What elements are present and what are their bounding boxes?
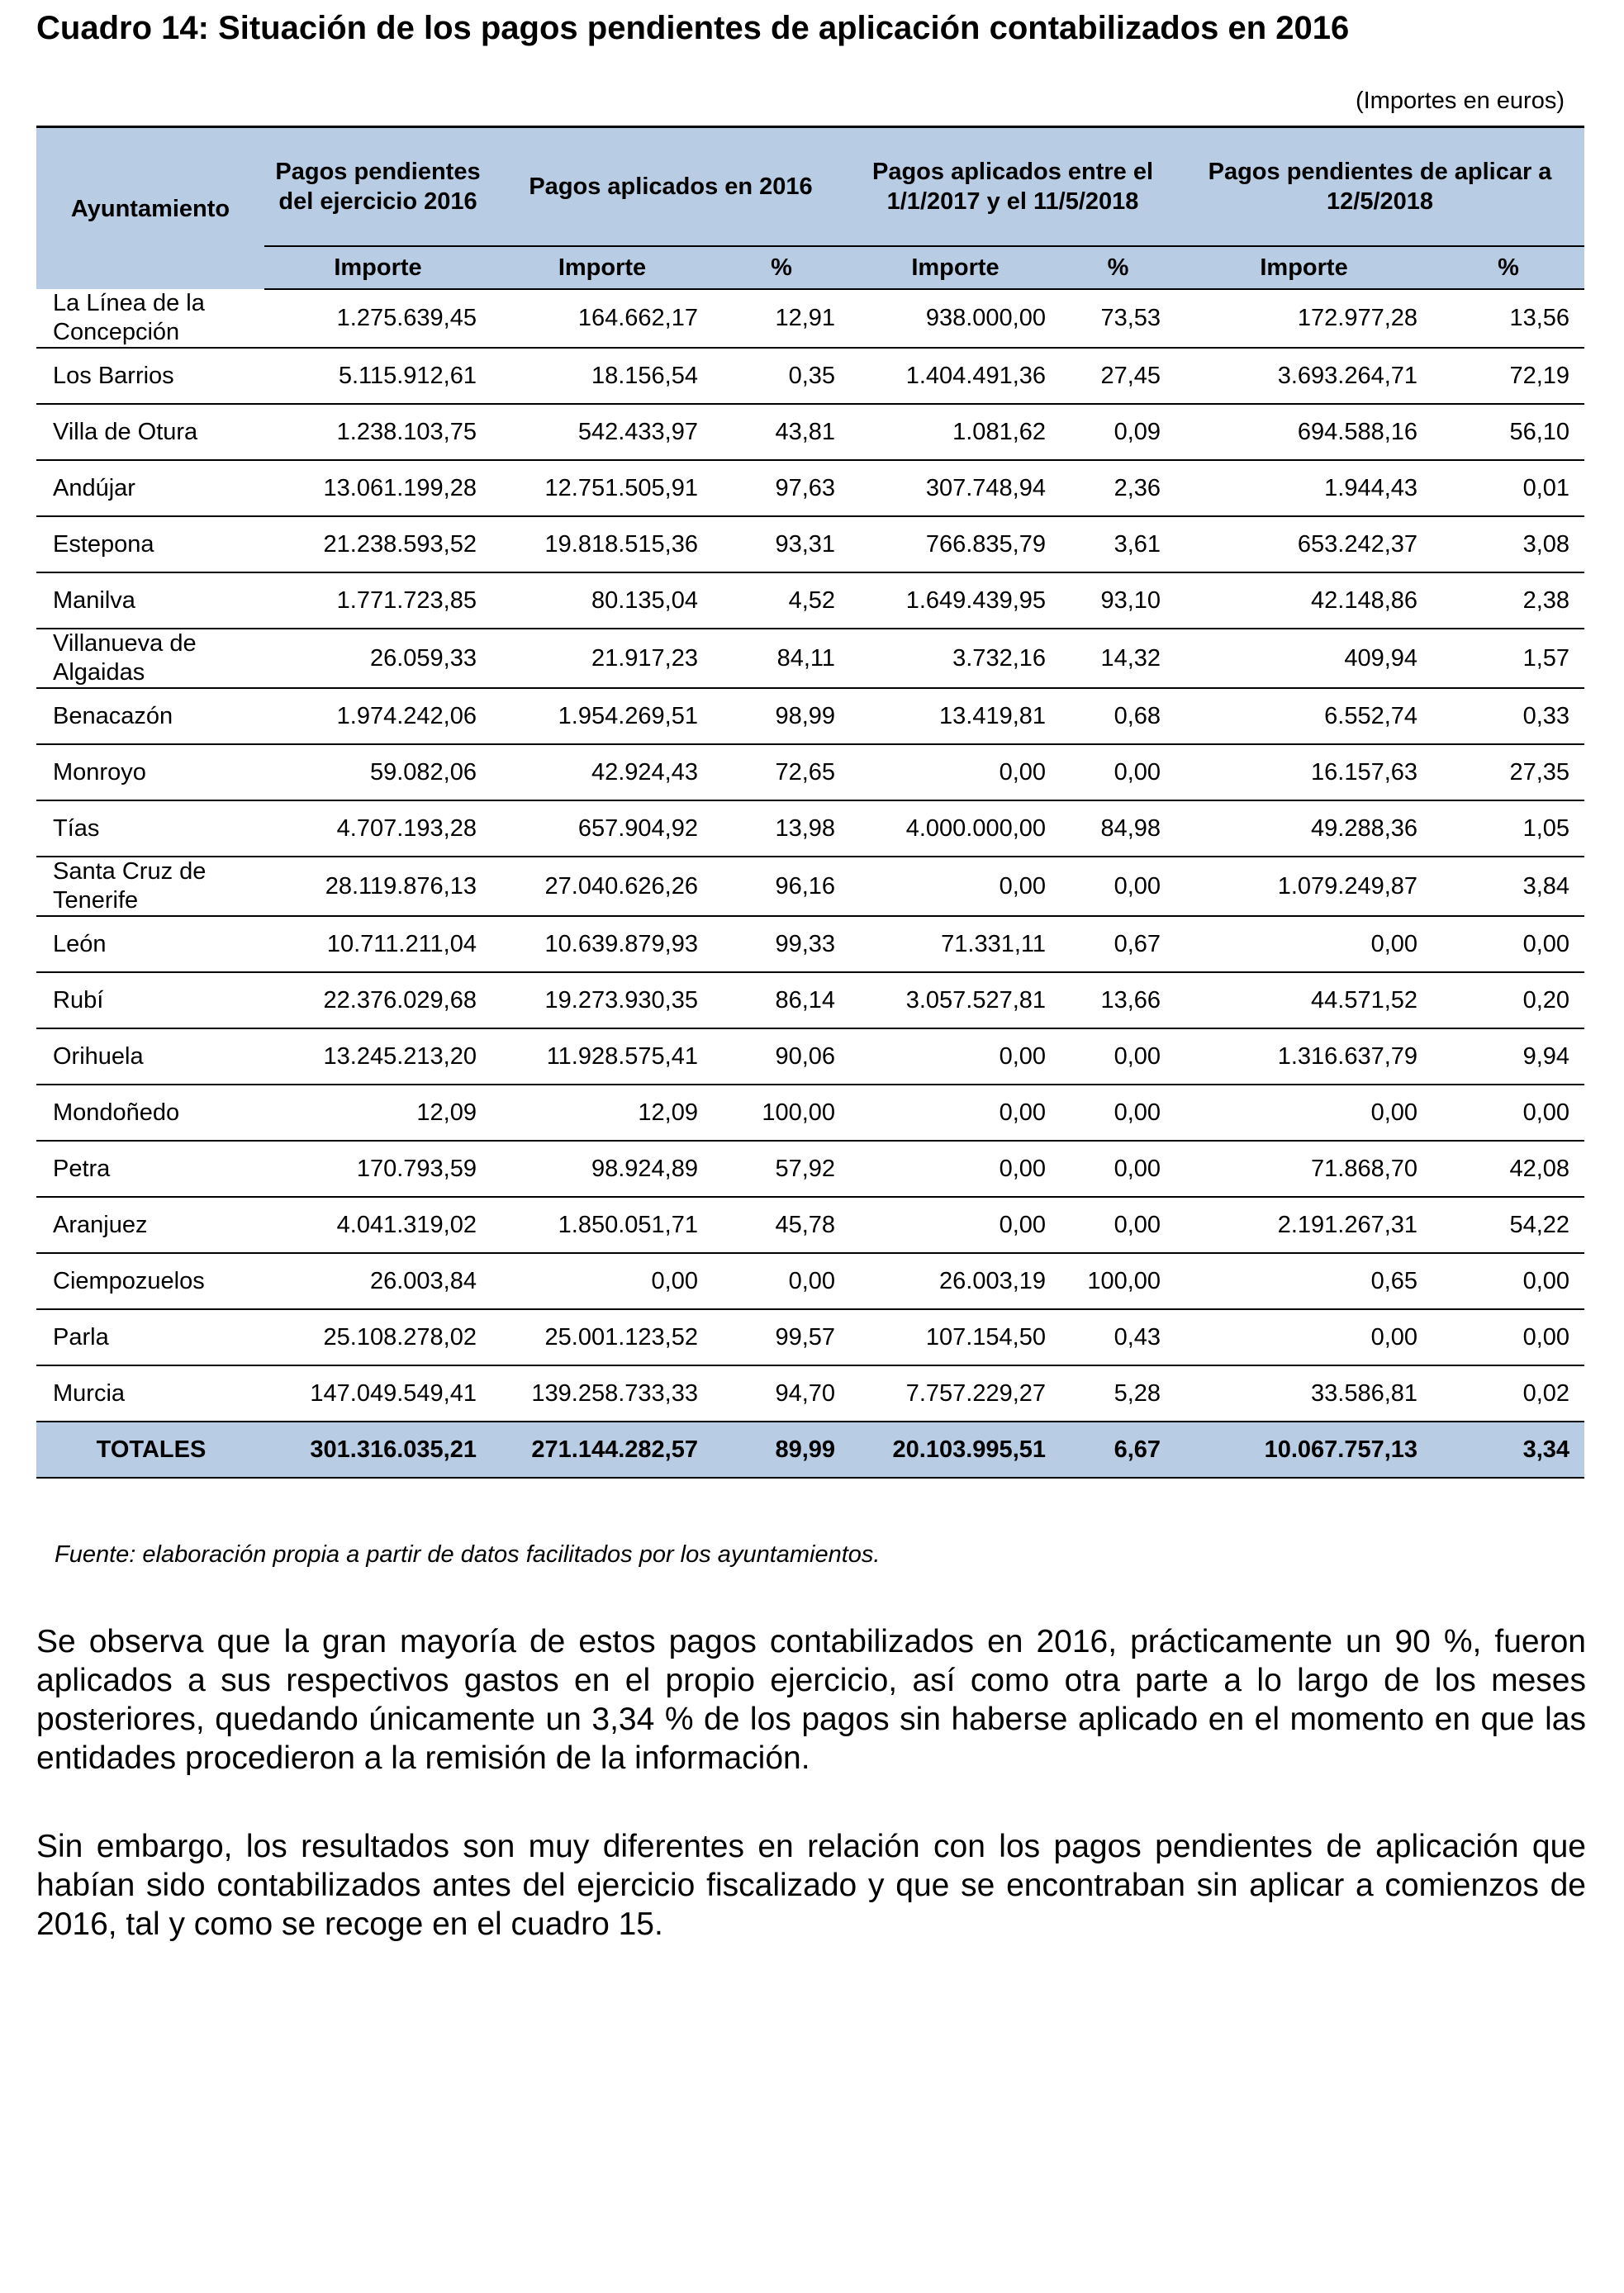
cell-pend18: 42.148,86 xyxy=(1175,572,1432,629)
cell-ap17-pct: 0,00 xyxy=(1061,744,1175,800)
cell-pendientes: 26.059,33 xyxy=(264,629,491,688)
cell-pend18: 3.693.264,71 xyxy=(1175,348,1432,404)
cell-ap17: 0,00 xyxy=(850,1197,1061,1253)
cell-ap17: 766.835,79 xyxy=(850,516,1061,572)
total-pendientes: 301.316.035,21 xyxy=(264,1422,491,1478)
cell-pend18-pct: 0,02 xyxy=(1432,1365,1584,1422)
cell-ap16: 657.904,92 xyxy=(491,800,713,857)
cell-ap17-pct: 5,28 xyxy=(1061,1365,1175,1422)
table-row xyxy=(36,1028,1584,1085)
table-row xyxy=(36,348,1584,404)
municipality-name: Ciempozuelos xyxy=(36,1253,264,1309)
table-row xyxy=(36,1141,1584,1197)
total-ap17: 20.103.995,51 xyxy=(850,1422,1061,1478)
table-row xyxy=(36,289,1584,348)
cell-pendientes: 1.974.242,06 xyxy=(264,688,491,744)
cell-ap16-pct: 57,92 xyxy=(713,1141,850,1197)
cell-pend18: 1.316.637,79 xyxy=(1175,1028,1432,1085)
cell-ap17-pct: 13,66 xyxy=(1061,972,1175,1028)
cell-ap16: 25.001.123,52 xyxy=(491,1309,713,1365)
table-row xyxy=(36,629,1584,688)
cell-ap16-pct: 96,16 xyxy=(713,857,850,916)
cell-ap17-pct: 3,61 xyxy=(1061,516,1175,572)
cell-ap16: 12,09 xyxy=(491,1085,713,1141)
cell-pend18-pct: 0,20 xyxy=(1432,972,1584,1028)
municipality-name: Estepona xyxy=(36,516,264,572)
cell-pend18-pct: 0,33 xyxy=(1432,688,1584,744)
cell-pend18: 33.586,81 xyxy=(1175,1365,1432,1422)
cell-pend18: 1.944,43 xyxy=(1175,460,1432,516)
municipality-name: Orihuela xyxy=(36,1028,264,1085)
cell-ap16: 19.273.930,35 xyxy=(491,972,713,1028)
cell-ap17-pct: 0,00 xyxy=(1061,1085,1175,1141)
header-pendientes-2018: Pagos pendientes de aplicar a 12/5/2018 xyxy=(1175,127,1584,247)
cell-ap17: 0,00 xyxy=(850,1028,1061,1085)
table-row xyxy=(36,1365,1584,1422)
paragraph: Se observa que la gran mayoría de estos pagos contabilizados en 2016, prácticamente un 90 %, fueron aplicados a sus respectivos gastos en el propio ejercicio, así como otra parte a lo largo de los meses posteriores, quedando únicamente un 3,34 % de los pagos sin haberse aplicado en el momento en que las entidades procedieron a la remisión de la información. xyxy=(36,1624,1586,1776)
table-row xyxy=(36,572,1584,629)
total-ap16-pct: 89,99 xyxy=(713,1422,850,1478)
cell-ap17: 1.649.439,95 xyxy=(850,572,1061,629)
header-aplicados-2017: Pagos aplicados entre el 1/1/2017 y el 11/5/2018 xyxy=(850,127,1175,247)
cell-ap17: 1.404.491,36 xyxy=(850,348,1061,404)
cell-ap17: 307.748,94 xyxy=(850,460,1061,516)
cell-ap17-pct: 73,53 xyxy=(1061,289,1175,348)
cell-pendientes: 13.061.199,28 xyxy=(264,460,491,516)
cell-ap17: 4.000.000,00 xyxy=(850,800,1061,857)
cell-ap17: 0,00 xyxy=(850,744,1061,800)
cell-ap17: 0,00 xyxy=(850,1085,1061,1141)
cell-pend18-pct: 42,08 xyxy=(1432,1141,1584,1197)
cell-ap16: 542.433,97 xyxy=(491,404,713,460)
cell-pendientes: 25.108.278,02 xyxy=(264,1309,491,1365)
cell-pend18-pct: 0,00 xyxy=(1432,1253,1584,1309)
cell-ap16-pct: 97,63 xyxy=(713,460,850,516)
cell-ap16-pct: 4,52 xyxy=(713,572,850,629)
municipality-name: Petra xyxy=(36,1141,264,1197)
cell-pend18: 0,00 xyxy=(1175,1309,1432,1365)
cell-ap16: 27.040.626,26 xyxy=(491,857,713,916)
cell-ap17: 107.154,50 xyxy=(850,1309,1061,1365)
cell-pendientes: 10.711.211,04 xyxy=(264,916,491,972)
municipality-name: La Línea de la Concepción xyxy=(36,289,264,348)
cell-ap16-pct: 13,98 xyxy=(713,800,850,857)
source-note: Fuente: elaboración propia a partir de datos facilitados por los ayuntamientos. xyxy=(55,1541,881,1568)
total-ap17-pct: 6,67 xyxy=(1061,1422,1175,1478)
cell-ap17-pct: 0,00 xyxy=(1061,1141,1175,1197)
cell-ap16-pct: 90,06 xyxy=(713,1028,850,1085)
municipality-name: Villa de Otura xyxy=(36,404,264,460)
table-row xyxy=(36,972,1584,1028)
municipality-name: Benacazón xyxy=(36,688,264,744)
table-row xyxy=(36,800,1584,857)
municipality-name: Parla xyxy=(36,1309,264,1365)
cell-ap16-pct: 45,78 xyxy=(713,1197,850,1253)
cell-pend18-pct: 0,00 xyxy=(1432,1309,1584,1365)
cell-ap16: 0,00 xyxy=(491,1253,713,1309)
table-row xyxy=(36,404,1584,460)
table-row xyxy=(36,1197,1584,1253)
cell-ap17: 3.732,16 xyxy=(850,629,1061,688)
cell-ap17: 938.000,00 xyxy=(850,289,1061,348)
cell-ap16: 11.928.575,41 xyxy=(491,1028,713,1085)
municipality-name: Tías xyxy=(36,800,264,857)
cell-ap16-pct: 99,57 xyxy=(713,1309,850,1365)
totals-label: TOTALES xyxy=(36,1422,264,1478)
cell-ap17: 26.003,19 xyxy=(850,1253,1061,1309)
municipality-name: Rubí xyxy=(36,972,264,1028)
header-ayuntamiento: Ayuntamiento xyxy=(36,127,264,290)
units-note: (Importes en euros) xyxy=(1355,88,1565,114)
cell-pend18: 0,00 xyxy=(1175,916,1432,972)
cell-ap16: 164.662,17 xyxy=(491,289,713,348)
cell-ap17-pct: 14,32 xyxy=(1061,629,1175,688)
payments-table xyxy=(36,126,1584,1479)
cell-ap17-pct: 0,68 xyxy=(1061,688,1175,744)
subheader-pct: % xyxy=(1432,246,1584,289)
cell-pend18-pct: 2,38 xyxy=(1432,572,1584,629)
cell-ap17-pct: 0,00 xyxy=(1061,1028,1175,1085)
cell-pend18: 16.157,63 xyxy=(1175,744,1432,800)
cell-ap16-pct: 98,99 xyxy=(713,688,850,744)
cell-pend18-pct: 3,84 xyxy=(1432,857,1584,916)
cell-pend18-pct: 3,08 xyxy=(1432,516,1584,572)
cell-ap16: 1.954.269,51 xyxy=(491,688,713,744)
cell-ap16-pct: 99,33 xyxy=(713,916,850,972)
cell-pend18-pct: 56,10 xyxy=(1432,404,1584,460)
total-pend18-pct: 3,34 xyxy=(1432,1422,1584,1478)
table-row xyxy=(36,688,1584,744)
cell-ap16: 1.850.051,71 xyxy=(491,1197,713,1253)
subheader-importe: Importe xyxy=(1175,246,1432,289)
subheader-importe: Importe xyxy=(264,246,491,289)
cell-ap17-pct: 84,98 xyxy=(1061,800,1175,857)
cell-ap17: 71.331,11 xyxy=(850,916,1061,972)
cell-ap17: 0,00 xyxy=(850,1141,1061,1197)
table-row xyxy=(36,1085,1584,1141)
cell-pend18: 44.571,52 xyxy=(1175,972,1432,1028)
cell-pend18: 409,94 xyxy=(1175,629,1432,688)
cell-ap16-pct: 100,00 xyxy=(713,1085,850,1141)
cell-ap17-pct: 27,45 xyxy=(1061,348,1175,404)
cell-pendientes: 5.115.912,61 xyxy=(264,348,491,404)
cell-pendientes: 59.082,06 xyxy=(264,744,491,800)
cell-pend18-pct: 1,05 xyxy=(1432,800,1584,857)
cell-pendientes: 26.003,84 xyxy=(264,1253,491,1309)
cell-pendientes: 4.041.319,02 xyxy=(264,1197,491,1253)
cell-ap17: 13.419,81 xyxy=(850,688,1061,744)
header-aplicados-2016: Pagos aplicados en 2016 xyxy=(491,127,850,247)
cell-ap16: 139.258.733,33 xyxy=(491,1365,713,1422)
cell-pend18-pct: 0,00 xyxy=(1432,1085,1584,1141)
subheader-importe: Importe xyxy=(491,246,713,289)
cell-pend18: 172.977,28 xyxy=(1175,289,1432,348)
cell-ap17-pct: 0,09 xyxy=(1061,404,1175,460)
cell-pendientes: 1.238.103,75 xyxy=(264,404,491,460)
cell-pend18: 6.552,74 xyxy=(1175,688,1432,744)
cell-pendientes: 22.376.029,68 xyxy=(264,972,491,1028)
cell-pend18: 694.588,16 xyxy=(1175,404,1432,460)
cell-ap16: 19.818.515,36 xyxy=(491,516,713,572)
municipality-name: Los Barrios xyxy=(36,348,264,404)
cell-ap17-pct: 0,00 xyxy=(1061,857,1175,916)
cell-ap17-pct: 2,36 xyxy=(1061,460,1175,516)
paragraph: Sin embargo, los resultados son muy diferentes en relación con los pagos pendientes de aplicación que habían sido contabilizados antes del ejercicio fiscalizado y que se encontraban sin aplicar a comienzos de 2016, tal y como se recoge en el cuadro 15. xyxy=(36,1829,1586,1942)
table-row xyxy=(36,916,1584,972)
municipality-name: Santa Cruz de Tenerife xyxy=(36,857,264,916)
cell-ap17: 7.757.229,27 xyxy=(850,1365,1061,1422)
subheader-pct: % xyxy=(1061,246,1175,289)
cell-ap16: 18.156,54 xyxy=(491,348,713,404)
municipality-name: Monroyo xyxy=(36,744,264,800)
cell-pend18-pct: 54,22 xyxy=(1432,1197,1584,1253)
cell-pend18: 0,65 xyxy=(1175,1253,1432,1309)
cell-ap16-pct: 0,35 xyxy=(713,348,850,404)
cell-ap16-pct: 94,70 xyxy=(713,1365,850,1422)
municipality-name: Mondoñedo xyxy=(36,1085,264,1141)
subheader-pct: % xyxy=(713,246,850,289)
cell-ap16: 42.924,43 xyxy=(491,744,713,800)
cell-ap17: 1.081,62 xyxy=(850,404,1061,460)
totals-row xyxy=(36,1422,1584,1478)
cell-ap16-pct: 72,65 xyxy=(713,744,850,800)
cell-pend18: 49.288,36 xyxy=(1175,800,1432,857)
cell-pend18: 2.191.267,31 xyxy=(1175,1197,1432,1253)
cell-pendientes: 170.793,59 xyxy=(264,1141,491,1197)
cell-ap17-pct: 0,00 xyxy=(1061,1197,1175,1253)
total-pend18: 10.067.757,13 xyxy=(1175,1422,1432,1478)
municipality-name: Villanueva de Algaidas xyxy=(36,629,264,688)
cell-ap17-pct: 0,43 xyxy=(1061,1309,1175,1365)
cell-pendientes: 13.245.213,20 xyxy=(264,1028,491,1085)
cell-pend18-pct: 0,00 xyxy=(1432,916,1584,972)
table-row xyxy=(36,857,1584,916)
cell-pend18-pct: 1,57 xyxy=(1432,629,1584,688)
cell-ap16-pct: 93,31 xyxy=(713,516,850,572)
municipality-name: Murcia xyxy=(36,1365,264,1422)
cell-ap17: 0,00 xyxy=(850,857,1061,916)
cell-pendientes: 28.119.876,13 xyxy=(264,857,491,916)
municipality-name: Aranjuez xyxy=(36,1197,264,1253)
cell-ap17-pct: 93,10 xyxy=(1061,572,1175,629)
municipality-name: Manilva xyxy=(36,572,264,629)
page-title: Cuadro 14: Situación de los pagos pendientes de aplicación contabilizados en 2016 xyxy=(36,10,1350,46)
cell-pendientes: 12,09 xyxy=(264,1085,491,1141)
total-ap16: 271.144.282,57 xyxy=(491,1422,713,1478)
cell-ap16: 10.639.879,93 xyxy=(491,916,713,972)
cell-ap16-pct: 43,81 xyxy=(713,404,850,460)
table-row xyxy=(36,460,1584,516)
cell-pend18-pct: 72,19 xyxy=(1432,348,1584,404)
cell-ap16-pct: 12,91 xyxy=(713,289,850,348)
cell-pend18: 653.242,37 xyxy=(1175,516,1432,572)
cell-pendientes: 21.238.593,52 xyxy=(264,516,491,572)
cell-pendientes: 1.771.723,85 xyxy=(264,572,491,629)
cell-ap16-pct: 86,14 xyxy=(713,972,850,1028)
header-pagos-pendientes: Pagos pendientes del ejercicio 2016 xyxy=(264,127,491,247)
cell-pend18-pct: 13,56 xyxy=(1432,289,1584,348)
cell-pendientes: 4.707.193,28 xyxy=(264,800,491,857)
cell-ap16: 80.135,04 xyxy=(491,572,713,629)
cell-pendientes: 147.049.549,41 xyxy=(264,1365,491,1422)
cell-pend18-pct: 9,94 xyxy=(1432,1028,1584,1085)
cell-pend18: 71.868,70 xyxy=(1175,1141,1432,1197)
cell-pend18-pct: 0,01 xyxy=(1432,460,1584,516)
cell-ap16-pct: 0,00 xyxy=(713,1253,850,1309)
municipality-name: Andújar xyxy=(36,460,264,516)
cell-pend18: 0,00 xyxy=(1175,1085,1432,1141)
table-row xyxy=(36,516,1584,572)
cell-ap16: 21.917,23 xyxy=(491,629,713,688)
cell-pend18-pct: 27,35 xyxy=(1432,744,1584,800)
cell-pend18: 1.079.249,87 xyxy=(1175,857,1432,916)
cell-ap17-pct: 100,00 xyxy=(1061,1253,1175,1309)
cell-ap17: 3.057.527,81 xyxy=(850,972,1061,1028)
table-row xyxy=(36,744,1584,800)
cell-ap17-pct: 0,67 xyxy=(1061,916,1175,972)
cell-ap16: 12.751.505,91 xyxy=(491,460,713,516)
table-row xyxy=(36,1309,1584,1365)
cell-ap16-pct: 84,11 xyxy=(713,629,850,688)
cell-pendientes: 1.275.639,45 xyxy=(264,289,491,348)
table-row xyxy=(36,1253,1584,1309)
cell-ap16: 98.924,89 xyxy=(491,1141,713,1197)
subheader-importe: Importe xyxy=(850,246,1061,289)
municipality-name: León xyxy=(36,916,264,972)
